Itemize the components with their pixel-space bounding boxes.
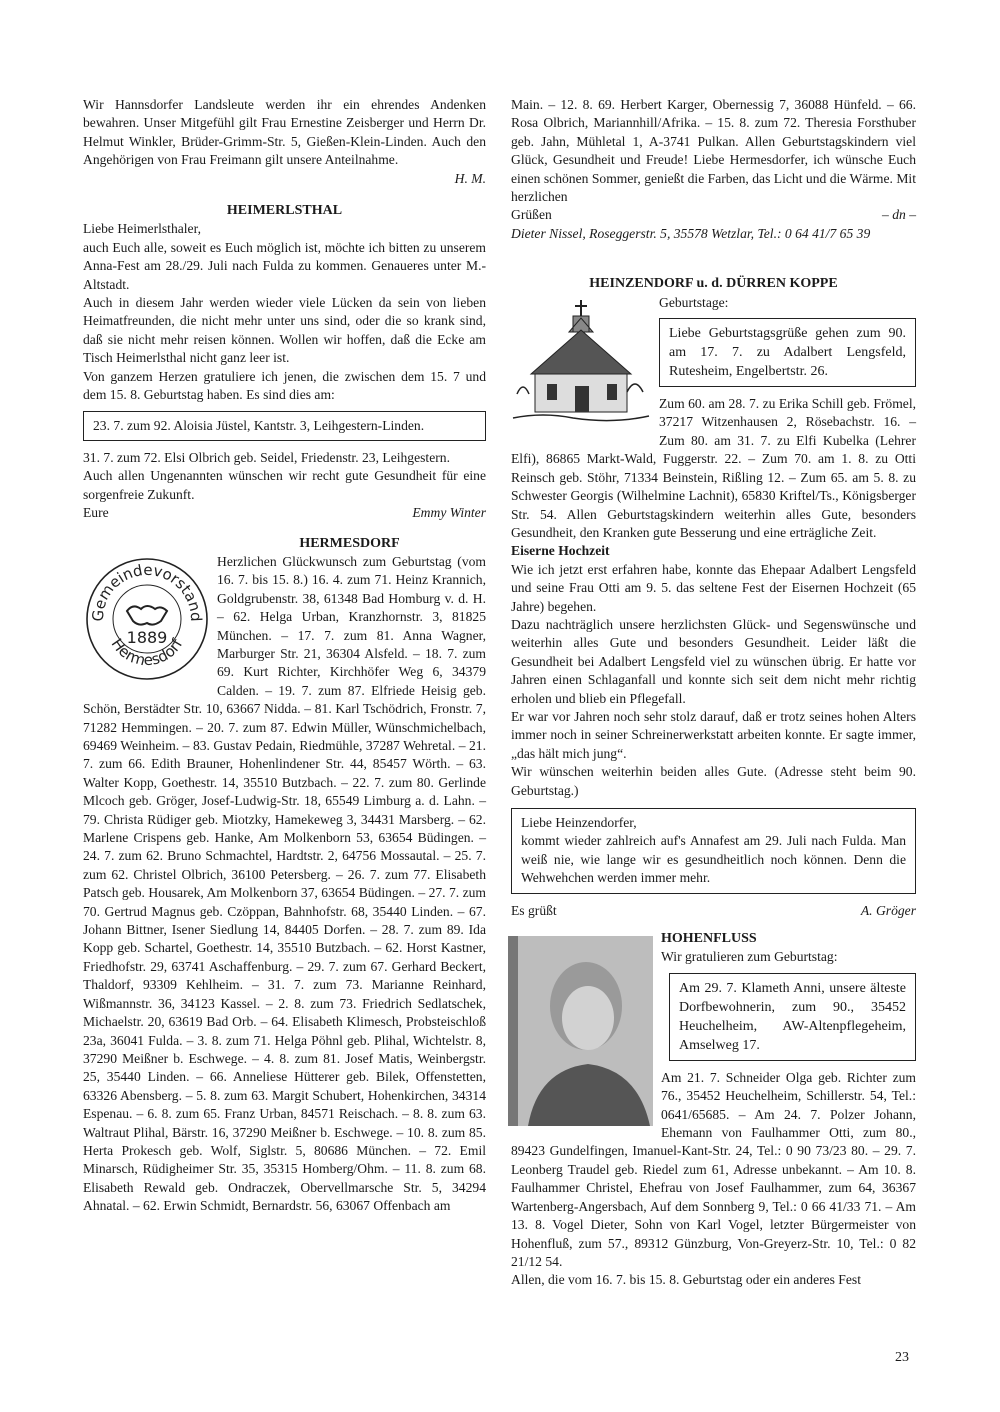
gemeindevorstand-seal-icon [83,555,211,683]
heinzendorf-birthday-text: Zum 60. am 28. 7. zu Erika Schill geb. Frömel, 37217 Witzenhausen 2, Rösebachstr. 16. – Zum 80. am 31. 7. zu Elfi Kubelka (Lehrer Elfi), 86865 Markt-Wald, Fuggerstr. 22. – Zum 70. am 1. 8. zu Otti Reinsch geb. Stöhr, 71334 Beinstein, Rißling 12. – Zum 65. am 5. 8. zu Schwester Georgis (Wilhelmine Lachnit), 65830 Kriftel/Ts., Königsberger Str. 54. Allen Geburtstagskindern weiterhin alles Gute, besonders Gesundheit, den Kranken gute Besserung und eine erträgliche Zeit. [511,396,916,540]
eiserne-hochzeit-title: Eiserne Hochzeit [511,543,610,559]
heimerlsthal-paragraph: auch Euch alle, soweit es Euch möglich ist, möchte ich bitten zu unserem Anna-Fest am 28./29. Juli nach Fulda zu kommen. Genaueres unter M.-Altstadt. [83,239,486,292]
portrait-photo [508,936,653,1126]
section-title-hermesdorf: HERMESDORF [299,535,400,551]
intro-signature-line [83,170,486,188]
svg-text:Gemeindevorstand [89,561,205,622]
eiserne-hochzeit-paragraph: Wir wünschen weiterhin beiden alles Gute. (Adresse steht beim 90. Geburtstag.) [511,764,916,798]
heinzendorf-subtitle: Geburtstage: [659,294,729,310]
hohenfluss-birthday-text: Am 21. 7. Schneider Olga geb. Richter zum 76., 35452 Heuchelheim, Schillerstr. 54, Tel.: 0641/65685. – Am 24. 7. Polzer Johann, Ehemann von Faulhammer Otti, zum 80., 89423 Gundelfingen, Imanuel-Kant-Str. 24, Tel.: 0 90 73/23 80. – 29. 7. Leonberg Traudel geb. Riedel zum 61, Adresse unbekannt. – Am 10. 8. Faulhammer Christel, Ehefrau von Josef Faulhammer, zum 64, 36367 Wartenberg-Angersbach, Auf dem Sonnberg 9, Tel.: 0 66 41/33 71. – Am 13. 8. Vogel Dieter, Sohn von Karl Vogel, letzter Bürgermeister von Hohenfluß, zum 57., 89312 Günzburg, Von-Greyerz-Str. 10, Tel.: 0 82 21/12 54. [511,1069,916,1269]
heinzendorf-annafest-box [511,808,916,894]
annafest-text: kommt wieder zahlreich auf's Annafest am 29. Juli nach Fulda. Man weiß nie, wie lange wir es gesundheitlich noch können. Denn die Wehwehchen werden immer mehr. [521,833,906,886]
heimerlsthal-closing: Eure [83,505,109,521]
intro-paragraph: Wir Hannsdorfer Landsleute werden ihr ein ehrendes Andenken bewahren. Unser Mitgefühl gilt Frau Ernestine Zeisberger und Herrn Dr. Helmut Winkler, Brüder-Grimm-Str. 5, Gießen-Klein-Linden. Auch den Angehörigen von Frau Freimann gilt unsere Anteilnahme. [83,97,486,168]
heimerlsthal-paragraph: Von ganzem Herzen gratuliere ich jenen, die zwischen dem 15. 7 und dem 15. 8. Geburtstag haben. Es sind dies am: [83,368,486,403]
hohenfluss-closing-line: Allen, die vom 16. 7. bis 15. 8. Geburtstag oder ein anderes Fest [511,1272,861,1288]
section-title-hohenfluss: HOHENFLUSS [661,931,757,947]
seal-year: 1889 [126,627,168,647]
heimerlsthal-paragraph: Auch in diesem Jahr werden wieder viele Lücken da sein von lieben Heimatfreunden, die nicht mehr unter uns sind, oder die so krank sind, daß sie nicht mehr reisen können. Wollen wir hoffen, daß die Ecke am Tisch Heimerlsthal nicht ganz leer ist. [83,295,486,366]
hohenfluss-box-text: Am 29. 7. Klameth Anni, unsere älteste Dorfbewohnerin, zum 90., 35452 Heuchelheim, AW-Altenpflegeheim, Amselweg 17. [679,980,906,1053]
hermesdorf-continuation: Main. – 12. 8. 69. Herbert Karger, Obernessig 7, 36088 Hünfeld. – 66. Rosa Olbrich, Mariannhill/Afrika. – 15. 8. zum 72. Theresia Forsthuber geb. Jahn, Mühletal 1, A-3741 Pulkan. Allen Geburtstagskindern viel Glück, Gesundheit und Freude! Liebe Hermesdorfer, ich wünsche Euch einen schönen Sommer, genießt die Farben, das Licht und die Wärme. Mit herzlichen [511,97,916,205]
church-drawing-icon [511,294,651,434]
heimerlsthal-box-text: 23. 7. zum 92. Aloisia Jüstel, Kantstr. 3, Leihgestern-Linden. [93,417,425,433]
heimerlsthal-signature-line [83,504,486,522]
heimerlsthal-birthday-box [83,411,486,441]
hohenfluss-birthday-box [669,973,916,1061]
hermesdorf-signature-line [511,206,916,224]
heinzendorf-greeting: Es grüßt [511,902,557,918]
heinzendorf-birthday-box [659,318,916,387]
section-title-heimerlsthal: HEIMERLSTHAL [226,203,343,219]
heimerlsthal-paragraph: Auch allen Ungenannten wünschen wir recht gute Gesundheit für eine sorgenfreie Zukunft. [83,468,486,502]
hermesdorf-signature: – dn – [882,207,916,223]
hermesdorf-greeting: Grüßen [511,207,552,223]
left-column [83,96,486,1216]
seal-text-top: Gemeindevorstand [88,560,206,622]
section-title-heinzendorf: HEINZENDORF u. d. DÜRREN KOPPE [589,276,838,292]
seal-text-bottom: Hermesdorf [107,635,187,670]
heinzendorf-signature: A. Gröger [860,902,916,918]
heinzendorf-box-text: Liebe Geburtstagsgrüße gehen zum 90. am 17. 7. zu Adalbert Lengsfeld, Rutesheim, Engelbertstr. 26. [669,326,906,380]
heimerlsthal-salutation: Liebe Heimerlsthaler, [83,221,201,237]
right-column [511,96,916,1290]
eiserne-hochzeit-paragraph: Dazu nachträglich unsere herzlichsten Glück- und Segenswünsche und weiterhin alles Gute und besonders Gesundheit. Leider läßt die Gesundheit bei Adalbert Lengsfeld viel zu wünschen übrig. Er hatte vor Jahren einen Schlaganfall und konnte sich seit dem nicht mehr richtig erholen und blieb ein Pflegefall. [511,616,916,706]
annafest-salutation: Liebe Heinzendorfer, [521,815,637,830]
page-number: 23 [895,1350,909,1365]
heimerlsthal-signature: Emmy Winter [412,505,486,521]
hermesdorf-birthday-text: Herzlichen Glückwunsch zum Geburtstag (vom 16. 7. bis 15. 8.) 16. 4. zum 71. Heinz Krannich, Goldgrubenstr. 38, 61348 Bad Homburg v. d. H. – 62. Helga Urban, Kranzhornstr. 3, 81825 München. – 17. 7. zum 81. Anna Wagner, Marburger Str. 21, 36304 Alsfeld. – 18. 7. zum 69. Kurt Richter, Kirchhöfer Weg 6, 34379 Calden. – 19. 7. zum 87. Elfriede Heisig geb. Schön, Berstädter Str. 10, 63667 Nidda. – 81. Karl Tschödrich, Fronstr. 7, 71282 Hemmingen. – 20. 7. zum 87. Edwin Müller, Wünschmichelbach, 69469 Weinheim. – 83. Gustav Pedain, Riedmühle, 37287 Wehretal. – 21. 7. zum 66. Edith Brauner, Hohenlindener Str. 44, 85457 Wörth. – 63. Walter Kopp, Goethestr. 14, 35510 Butzbach. – 22. 7. zum 80. Gerlinde Mlcoch geb. Gröger, Josef-Ludwig-Str. 18, 65549 Limburg a. d. Lahn. – 79. Christa Rüdiger geb. Miotzky, Hamekeweg 3, 34431 Marsberg. – 62. Marlene Crispens geb. Hanke, Am Molkenborn 53, 63654 Büdingen. – 24. 7. zum 62. Bruno Schmachtel, Hardtstr. 2, 64756 Mossautal. – 25. 7. zum 62. Christel Olbrich, 36100 Petersberg. – 26. 7. zum 77. Elisabeth Patsch geb. Housarek, Am Molkenborn 37, 63654 Büdingen. – 27. 7. zum 70. Gertrud Magnus geb. Czöppan, Bahnhofstr. 68, 35440 Linden. – 67. Johann Bittner, Isener Siedlung 14, 84405 Dorfen. – 28. 7. zum 89. Ida Kopp geb. Schartel, Goethestr. 14, 35510 Butzbach. – 62. Horst Kastner, Friedhofstr. 29, 63741 Aschaffenburg. – 29. 7. zum 67. Gerhard Beckert, Thaldorf, 93309 Kehlheim. – 31. 7. zum 73. Marianne Reinhard, Wißmannstr. 36, 34123 Kassel. – 2. 8. zum 73. Friedrich Sedlatschek, Michaelstr. 20, 63619 Bad Orb. – 64. Elisabeth Klimesch, Probsteischloß 23a, 36041 Fulda. – 3. 8. zum 71. Helga Pöhnl geb. Plihal, Wichtelstr. 8, 37290 Meißner b. Eschwege. – 4. 8. zum 81. Josef Matis, Weinbergstr. 25, 35440 Linden. – 66. Anneliese Hütterer geb. Bilek, Offenstetten, 63326 Abensberg. – 5. 8. zum 63. Margit Schubert, Hohenkirchen, 34314 Espenau. – 6. 8. zum 65. Franz Urban, 84571 Reischach. – 8. 8. zum 63. Waltraut Plihal, Bärstr. 16, 37290 Meißner b. Eschwege. – 10. 8. zum 85. Herta Prokesch geb. Wolf, Siglstr. 5, 80686 München. – 72. Emil Minarsch, Rüdigheimer Str. 35, 35315 Homberg/Ohm. – 11. 8. zum 68. Elisabeth Rewald geb. Ondraczek, Obervellmarsche Str. 5, 34294 Ahnatal. – 62. Erwin Schmidt, Bernardstr. 56, 63067 Offenbach am [83,553,486,1214]
portrait-photo-image [508,936,653,1126]
heinzendorf-signature-line [511,902,916,920]
eiserne-hochzeit-paragraph: Er war vor Jahren noch sehr stolz darauf, daß er trotz seines hohen Alters immer noch in seiner Schreinerwerkstatt arbeiten konnte. Er sagte immer, „das hält mich jung“. [511,708,916,761]
heimerlsthal-paragraph: 31. 7. zum 72. Elsi Olbrich geb. Seidel, Friedenstr. 23, Leihgestern. [83,449,450,465]
hohenfluss-subtitle: Wir gratulieren zum Geburtstag: [661,949,838,965]
hermesdorf-contact-address: Dieter Nissel, Roseggerstr. 5, 35578 Wetzlar, Tel.: 0 64 41/7 65 39 [511,225,871,241]
intro-signature: H. M. [454,170,486,186]
eiserne-hochzeit-paragraph: Wie ich jetzt erst erfahren habe, konnte das Ehepaar Adalbert Lengsfeld und seine Frau Otti am 9. 5. das seltene Fest der Eisernen Hochzeit (65 Jahre) begehen. [511,561,916,614]
